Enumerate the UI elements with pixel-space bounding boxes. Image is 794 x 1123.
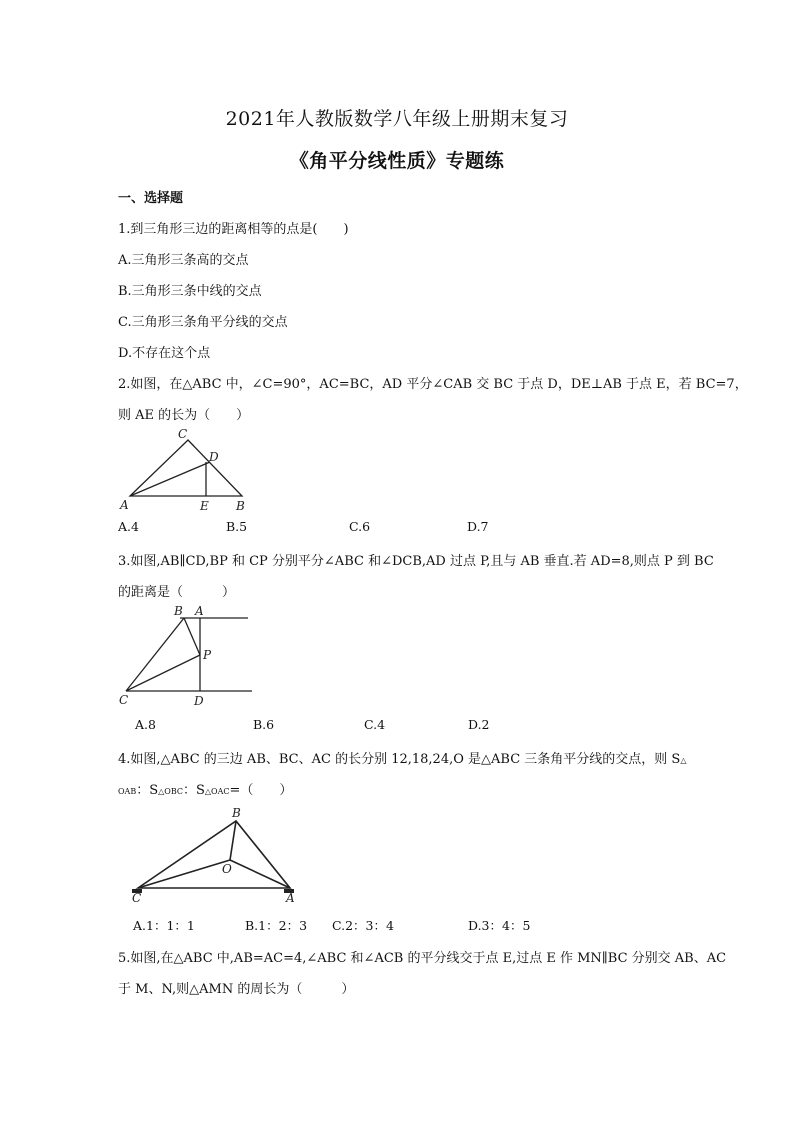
q1-stem: 1.到三角形三边的距离相等的点是( ) — [118, 222, 349, 237]
q4-ratio-sep-2: ：S — [182, 783, 205, 798]
q2-option-a: A.4 — [118, 519, 139, 534]
q2-label-d: D — [209, 450, 219, 464]
q3-label-p: P — [203, 648, 212, 662]
q2-figure — [118, 426, 258, 516]
q4-stem-text: 4.如图,△ABC 的三边 AB、BC、AC 的长分别 12,18,24,O 是△ABC 三条角平分线的交点，则 S — [118, 752, 681, 767]
q1-option-a: A.三角形三条高的交点 — [118, 253, 249, 268]
q4-stem-line2 — [118, 779, 292, 798]
q4-subscript-oac: △OAC — [204, 787, 230, 796]
q3-option-a: A.8 — [135, 717, 156, 732]
q4-label-a: A — [286, 891, 295, 905]
q2-segment-ad — [130, 462, 210, 496]
q2-label-b: B — [236, 499, 245, 513]
q3-label-d: D — [194, 694, 204, 708]
section-heading: 一、选择题 — [118, 191, 184, 206]
q5-stem-line1: 5.如图,在△ABC 中,AB=AC=4,∠ABC 和∠ACB 的平分线交于点 E,过点 E 作 MN∥BC 分别交 AB、AC — [118, 951, 727, 966]
q2-stem-line1: 2.如图，在△ABC 中，∠C=90°，AC=BC，AD 平分∠CAB 交 BC 于点 D，DE⊥AB 于点 E，若 BC=7， — [118, 377, 748, 392]
document-subtitle: 《角平分线性质》专题练 — [289, 150, 505, 172]
q4-label-c: C — [132, 891, 142, 905]
q3-stem-line2: 的距离是（ ） — [118, 585, 236, 600]
q4-option-b: B.1：2：3 — [245, 918, 308, 933]
q2-label-a: A — [120, 498, 129, 512]
q3-segment-bc — [126, 618, 184, 691]
q2-triangle-abc — [130, 440, 242, 496]
q2-option-b: B.5 — [226, 519, 248, 534]
q4-label-b: B — [232, 806, 241, 820]
q4-stem-line1 — [118, 748, 686, 767]
q4-label-o: O — [222, 862, 232, 876]
q3-stem-line1: 3.如图,AB∥CD,BP 和 CP 分别平分∠ABC 和∠DCB,AD 过点 P,且与 AB 垂直.若 AD=8,则点 P 到 BC — [118, 554, 714, 569]
q4-figure — [128, 803, 308, 908]
q4-subscript-oab: OAB — [118, 787, 137, 796]
q2-option-c: C.6 — [349, 519, 371, 534]
q4-option-d: D.3：4：5 — [468, 918, 531, 933]
q3-label-b: B — [174, 604, 183, 618]
q3-option-d: D.2 — [468, 717, 490, 732]
q3-label-c: C — [119, 693, 129, 707]
q1-option-b: B.三角形三条中线的交点 — [118, 284, 262, 299]
q3-label-a: A — [195, 604, 204, 618]
q4-segment-ao — [230, 860, 290, 888]
q4-subscript-triangle: △ — [680, 756, 687, 765]
q3-segment-bp — [184, 618, 200, 655]
q3-option-b: B.6 — [253, 717, 275, 732]
q4-stem-end: =（ ） — [229, 783, 293, 798]
q4-subscript-obc: △OBC — [158, 787, 183, 796]
q3-option-c: C.4 — [364, 717, 386, 732]
q2-option-d: D.7 — [467, 519, 489, 534]
q5-stem-line2: 于 M、N,则△AMN 的周长为（ ） — [118, 982, 355, 997]
q3-figure — [118, 600, 258, 710]
q2-label-c: C — [178, 427, 188, 441]
document-title: 2021年人教版数学八年级上册期末复习 — [225, 108, 569, 130]
q4-option-a: A.1：1：1 — [133, 918, 195, 933]
q4-segment-bo — [230, 821, 236, 860]
q1-option-d: D.不存在这个点 — [118, 346, 211, 361]
q2-label-e: E — [200, 499, 209, 513]
q4-option-c: C.2：3：4 — [332, 918, 394, 933]
q2-stem-line2: 则 AE 的长为（ ） — [118, 408, 250, 423]
q4-segment-co — [138, 860, 230, 888]
q3-segment-cp — [126, 655, 200, 691]
q1-option-c: C.三角形三条角平分线的交点 — [118, 315, 288, 330]
q4-ratio-sep-1: ：S — [136, 783, 159, 798]
